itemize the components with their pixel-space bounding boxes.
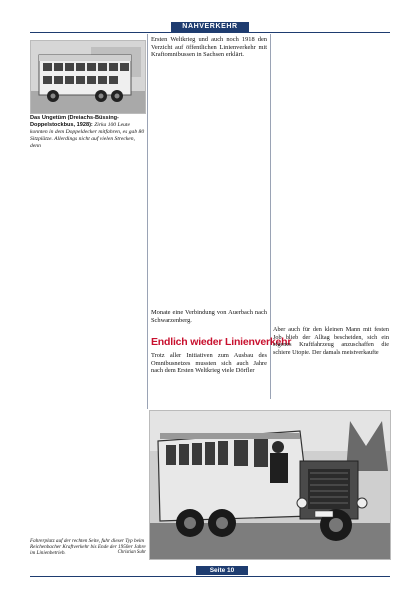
double-decker-bus-image — [31, 41, 145, 113]
bus-with-driver-caption-text: Fahrerplatz auf der rechten Seite, fuhr dieser Typ beim Reichenbacher Kraftverkehr bis Ende der 1950er Jahre im Linienbetrieb. — [30, 538, 146, 557]
footer-rule — [30, 576, 390, 577]
column3-paragraph: Aber auch für den kleinen Mann mit festen Job blieb der Alltag bescheiden, sich ein eigenes Kraftfahrzeug anzuschaffen die schiere Utopie. Der damals meistverkaufte — [273, 326, 389, 356]
bus-with-driver-photo — [149, 410, 391, 560]
bus-photo-caption-text: Zirka 100 Leute konnten in dem Doppeldecker mitfahren, es gab 80 Sitzplätze. Allerdings nicht auf vielen Strecken, denn — [30, 121, 145, 149]
section-heading: Endlich wieder Linienverkehr — [151, 336, 292, 348]
column2-mid-paragraph: Monate eine Verbindung von Auerbach nach Schwarzenberg. — [151, 309, 267, 324]
header-rule — [30, 32, 390, 33]
bus-photo-caption-title: Das Ungetüm (Dreiachs-Büssing-Doppelstockbus, 1928): — [30, 115, 119, 128]
bus-with-driver-image — [150, 411, 390, 559]
section-header-label: NAHVERKEHR — [182, 23, 238, 30]
bus-with-driver-caption — [30, 538, 146, 557]
double-decker-bus-photo — [30, 40, 146, 114]
bus-photo-caption — [30, 115, 146, 150]
column2-after-heading-paragraph: Trotz aller Initiativen zum Ausbau des Omnibusnetzes mussten sich auch Jahre nach dem Ersten Weltkrieg viele Dörfler — [151, 352, 267, 375]
column-rule-left — [147, 34, 148, 409]
page-number-label: Seite 10 — [209, 567, 235, 574]
photo-credit: Christian Suhr — [117, 550, 146, 556]
column2-top-paragraph: Ersten Weltkrieg und auch noch 1918 den Verzicht auf öffentlichen Linienverkehr mit Kraftomnibussen in Sachsen erklärt. — [151, 36, 267, 59]
